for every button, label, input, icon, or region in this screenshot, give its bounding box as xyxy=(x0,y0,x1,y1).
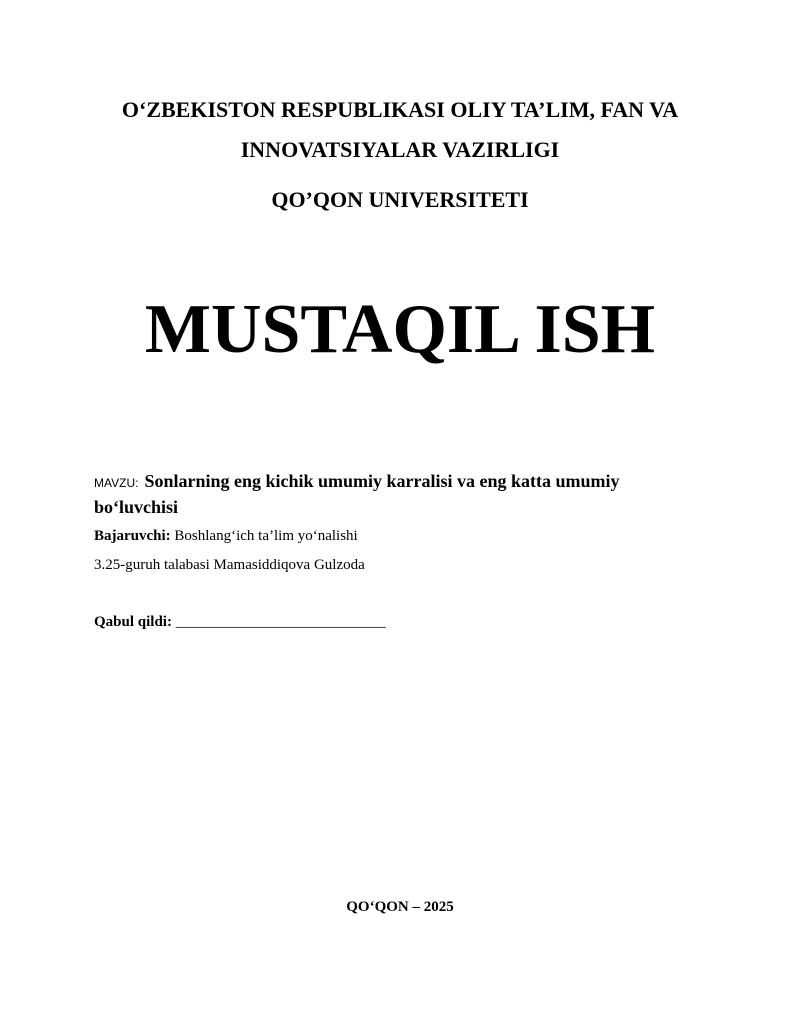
footer-city-year: QO‘QON – 2025 xyxy=(346,899,454,915)
accepted-line xyxy=(94,611,386,633)
topic-block xyxy=(94,469,694,519)
performer-value: Boshlang‘ich ta’lim yo‘nalishi xyxy=(174,528,358,544)
student-line: 3.25-guruh talabasi Mamasiddiqova Gulzoda xyxy=(94,557,365,573)
accepted-label: Qabul qildi: xyxy=(94,614,172,630)
ministry-line-1: O‘ZBEKISTON RESPUBLIKASI OLIY TA’LIM, FAN VA xyxy=(121,97,679,122)
ministry-line-2: INNOVATSIYALAR VAZIRLIGI xyxy=(240,137,560,162)
document-title: MUSTAQIL ISH xyxy=(144,291,656,368)
signature-blank: ____________________________ xyxy=(175,614,386,630)
performer-label: Bajaruvchi: xyxy=(94,528,171,544)
performer-line xyxy=(94,525,358,547)
topic-text: Sonlarning eng kichik umumiy karralisi va eng katta umumiy bo‘luvchisi xyxy=(94,471,620,517)
topic-label: MAVZU: xyxy=(94,476,139,490)
ministry-heading xyxy=(60,90,740,170)
university-name: QO’QON UNIVERSITETI xyxy=(271,187,529,212)
